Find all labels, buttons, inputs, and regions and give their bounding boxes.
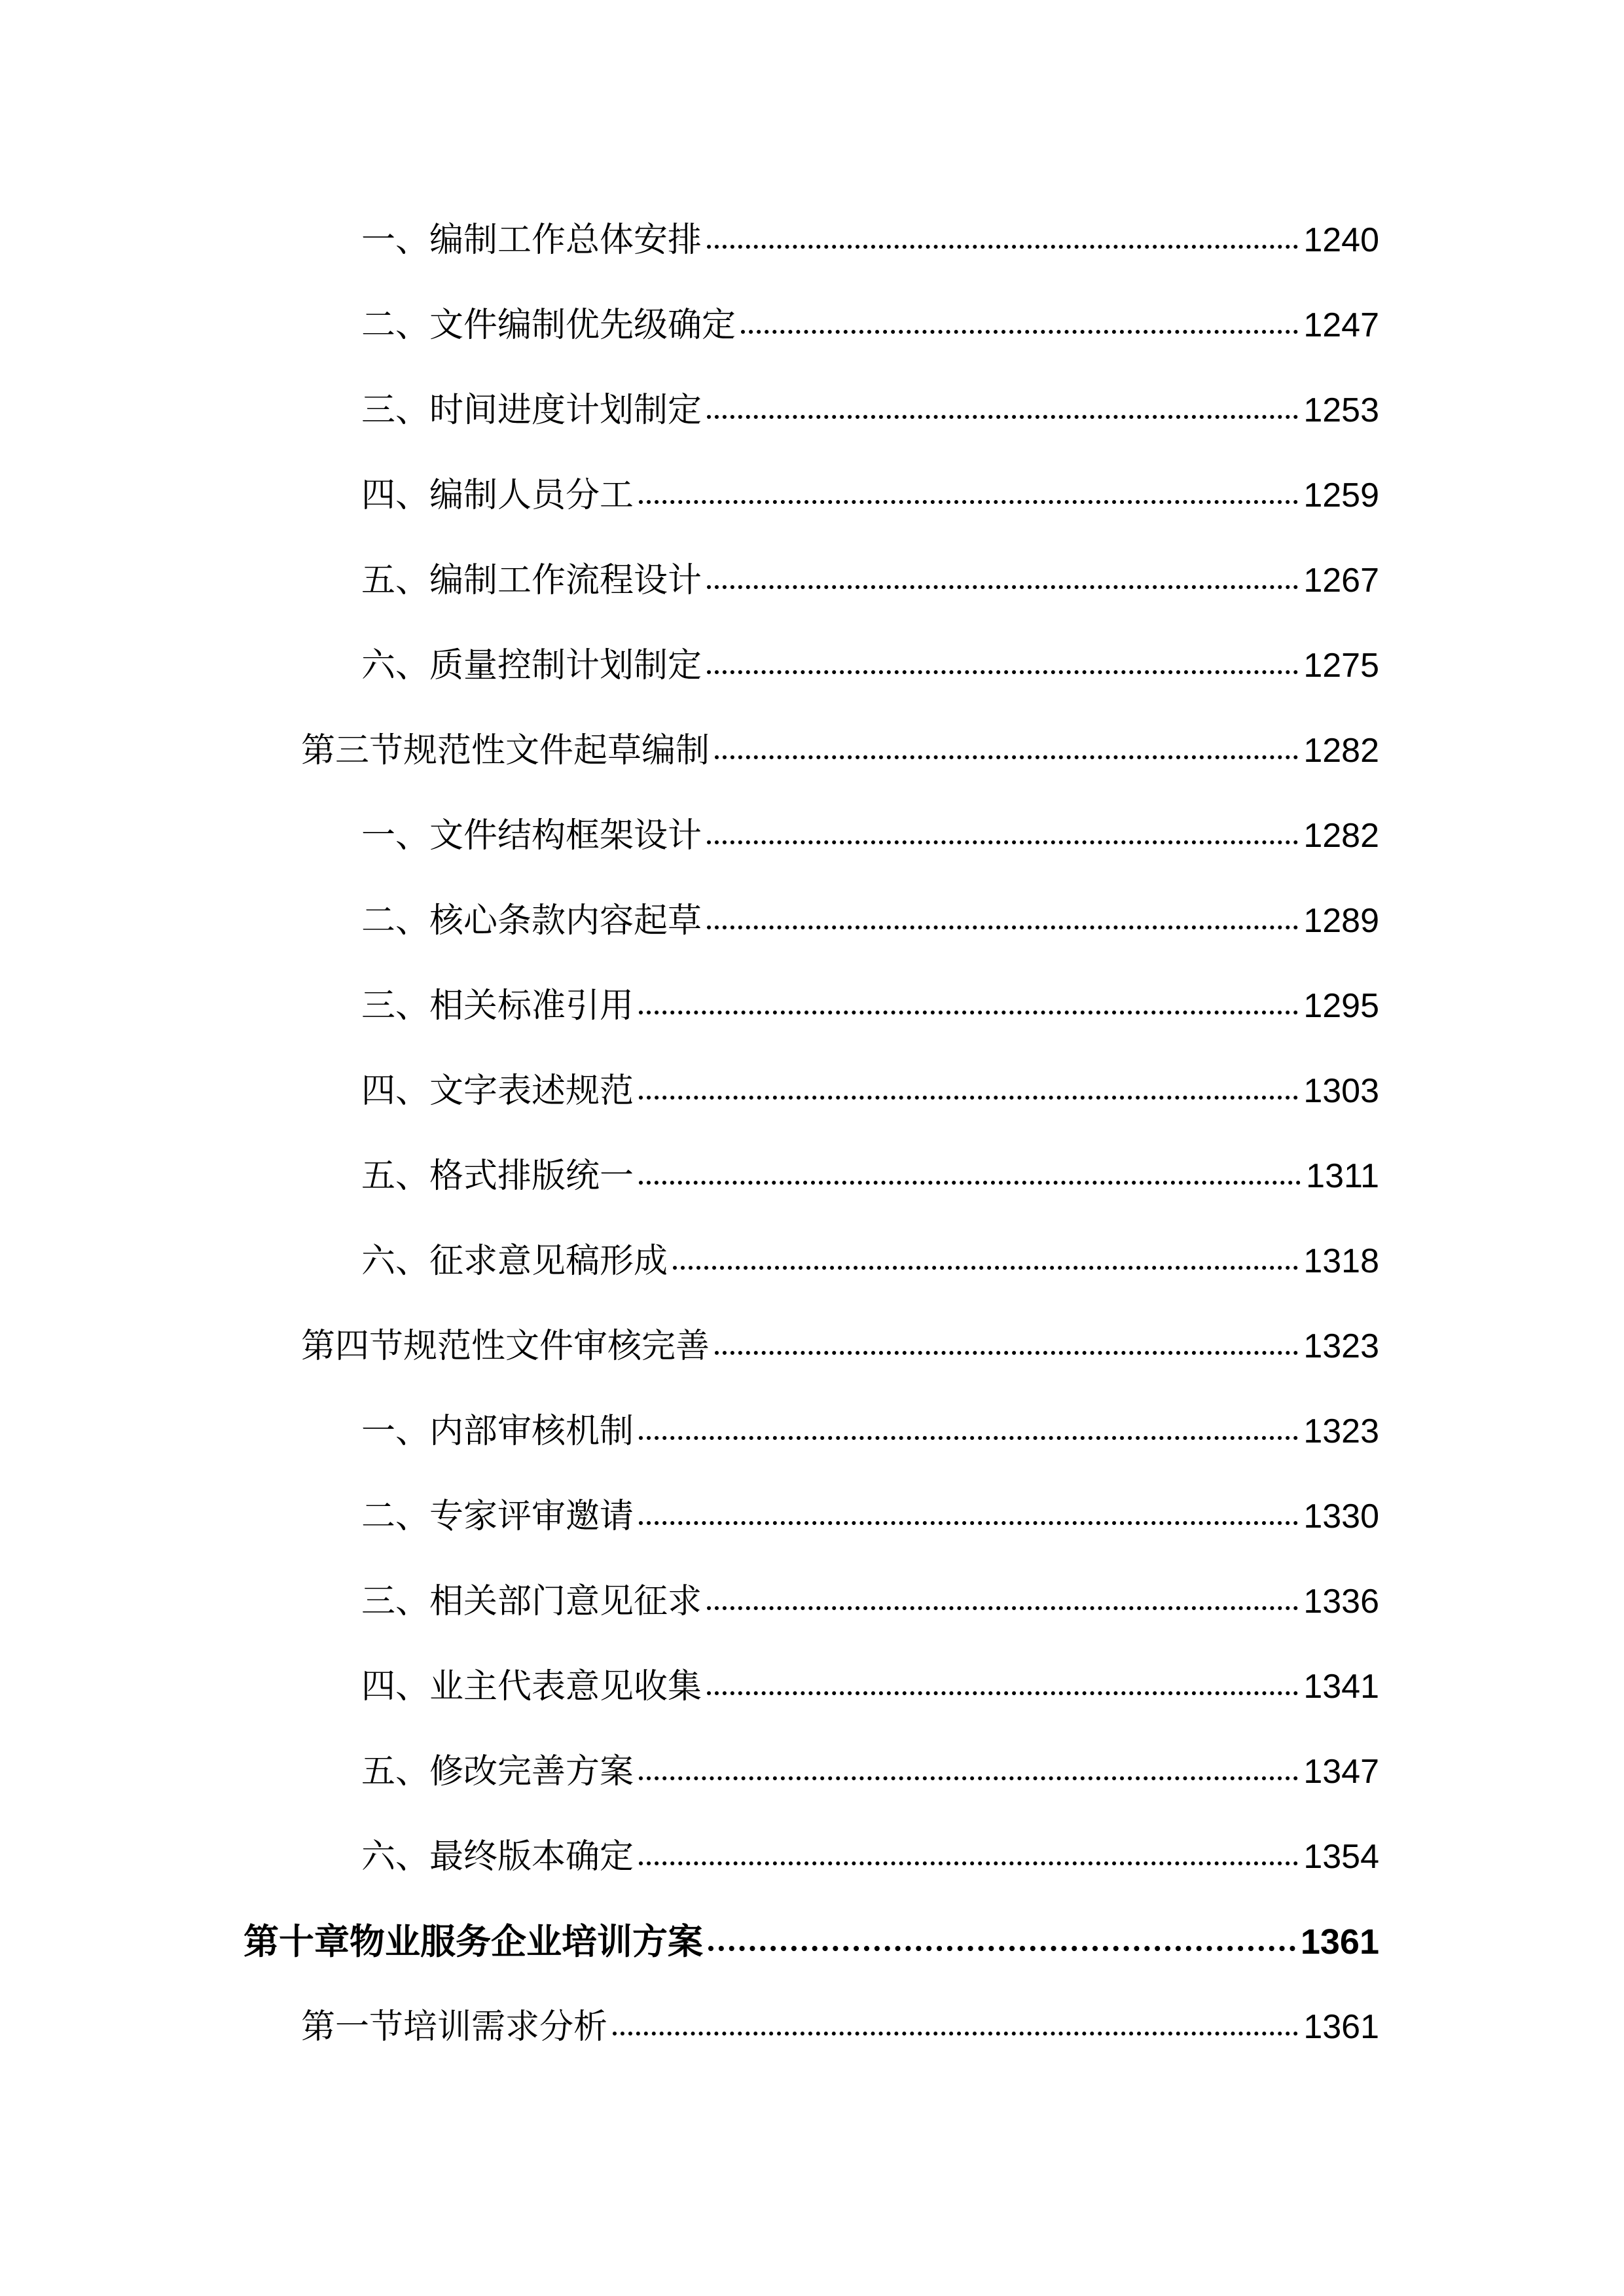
toc-entry-page: 1347 xyxy=(1303,1753,1379,1791)
toc-entry-page: 1303 xyxy=(1303,1072,1379,1110)
toc-entry-title: 二、文件编制优先级确定 xyxy=(361,306,736,345)
toc-entry-title: 五、格式排版统一 xyxy=(361,1157,634,1196)
toc-entry-page: 1267 xyxy=(1303,562,1379,600)
toc-entry-page: 1330 xyxy=(1303,1498,1379,1535)
toc-entry-page: 1289 xyxy=(1303,902,1379,940)
toc-entry[interactable] xyxy=(361,1660,1379,1713)
dot-leader xyxy=(613,2032,1298,2036)
toc-entry-title: 第十章物业服务企业培训方案 xyxy=(244,1921,703,1962)
toc-entry-title: 一、编制工作总体安排 xyxy=(361,221,702,260)
toc-entry-page: 1240 xyxy=(1303,221,1379,259)
toc-entry-title: 二、核心条款内容起草 xyxy=(361,901,702,941)
dot-leader xyxy=(673,1266,1298,1270)
toc-entry[interactable] xyxy=(301,2001,1379,2053)
dot-leader xyxy=(715,755,1298,759)
toc-entry[interactable] xyxy=(301,725,1379,777)
toc-entry-page: 1361 xyxy=(1303,2008,1379,2046)
toc-entry-page: 1323 xyxy=(1303,1412,1379,1450)
toc-entry[interactable] xyxy=(361,1405,1379,1458)
toc-entry-title: 二、专家评审邀请 xyxy=(361,1497,634,1536)
toc-entry[interactable] xyxy=(361,1150,1379,1202)
dot-leader xyxy=(639,1776,1298,1780)
toc-entry-title: 六、最终版本确定 xyxy=(361,1837,634,1876)
toc-entry-page: 1323 xyxy=(1303,1327,1379,1365)
toc-entry-title: 三、相关标准引用 xyxy=(361,986,634,1026)
toc-entry[interactable] xyxy=(361,980,1379,1032)
toc-entry-title: 六、征求意见稿形成 xyxy=(361,1242,668,1281)
toc-entry[interactable] xyxy=(361,1235,1379,1287)
toc-entry-page: 1282 xyxy=(1303,732,1379,770)
dot-leader xyxy=(707,1691,1298,1695)
dot-leader xyxy=(639,1011,1298,1014)
dot-leader xyxy=(639,500,1298,504)
toc-entry[interactable] xyxy=(361,299,1379,351)
toc-entry[interactable] xyxy=(361,639,1379,692)
toc-entry-title: 三、相关部门意见征求 xyxy=(361,1582,702,1621)
dot-leader xyxy=(715,1351,1298,1355)
toc-entry-page: 1247 xyxy=(1303,306,1379,344)
toc-entry-title: 第四节规范性文件审核完善 xyxy=(301,1327,710,1366)
toc-entry-title: 六、质量控制计划制定 xyxy=(361,646,702,685)
toc-entry[interactable] xyxy=(361,384,1379,437)
toc-entry[interactable] xyxy=(361,1575,1379,1628)
toc-entry-title: 第三节规范性文件起草编制 xyxy=(301,731,710,770)
dot-leader xyxy=(708,1946,1295,1951)
dot-leader xyxy=(707,585,1298,589)
toc-entry[interactable] xyxy=(301,1320,1379,1372)
dot-leader xyxy=(707,1606,1298,1610)
toc-entry-title: 一、内部审核机制 xyxy=(361,1412,634,1451)
toc-entry[interactable] xyxy=(244,1916,1379,1968)
toc-entry-title: 第一节培训需求分析 xyxy=(301,2007,608,2047)
dot-leader xyxy=(639,1861,1298,1865)
toc-entry-title: 五、编制工作流程设计 xyxy=(361,561,702,600)
dot-leader xyxy=(741,330,1298,334)
toc-entry[interactable] xyxy=(361,1490,1379,1543)
toc-entry-page: 1361 xyxy=(1300,1922,1379,1962)
toc-entry-title: 四、文字表述规范 xyxy=(361,1071,634,1111)
toc-entry-title: 四、业主代表意见收集 xyxy=(361,1667,702,1706)
toc-entry[interactable] xyxy=(361,895,1379,947)
toc-entry-title: 四、编制人员分工 xyxy=(361,476,634,515)
dot-leader xyxy=(639,1181,1301,1185)
dot-leader xyxy=(639,1436,1298,1440)
dot-leader xyxy=(707,245,1298,249)
toc-entry[interactable] xyxy=(361,214,1379,266)
toc-entry-page: 1259 xyxy=(1303,476,1379,514)
toc-entry[interactable] xyxy=(361,1746,1379,1798)
toc-entry-page: 1354 xyxy=(1303,1838,1379,1876)
toc-entry-page: 1275 xyxy=(1303,647,1379,685)
toc-entry-title: 五、修改完善方案 xyxy=(361,1752,634,1791)
toc-entry[interactable] xyxy=(361,554,1379,607)
toc-entry-page: 1318 xyxy=(1303,1242,1379,1280)
toc-entry-page: 1341 xyxy=(1303,1668,1379,1706)
dot-leader xyxy=(707,840,1298,844)
toc-entry-page: 1311 xyxy=(1306,1157,1379,1195)
toc-entry[interactable] xyxy=(361,1831,1379,1883)
dot-leader xyxy=(707,415,1298,419)
toc-entry-page: 1282 xyxy=(1303,817,1379,855)
dot-leader xyxy=(639,1521,1298,1525)
toc-entry[interactable] xyxy=(361,810,1379,862)
toc-entry-title: 一、文件结构框架设计 xyxy=(361,816,702,855)
dot-leader xyxy=(707,925,1298,929)
dot-leader xyxy=(639,1096,1298,1100)
toc-entry-page: 1253 xyxy=(1303,391,1379,429)
toc-entry-title: 三、时间进度计划制定 xyxy=(361,391,702,430)
toc-entry-page: 1336 xyxy=(1303,1583,1379,1621)
toc-entry-page: 1295 xyxy=(1303,987,1379,1025)
toc-entry[interactable] xyxy=(361,1065,1379,1117)
dot-leader xyxy=(707,670,1298,674)
toc-entry[interactable] xyxy=(361,469,1379,522)
